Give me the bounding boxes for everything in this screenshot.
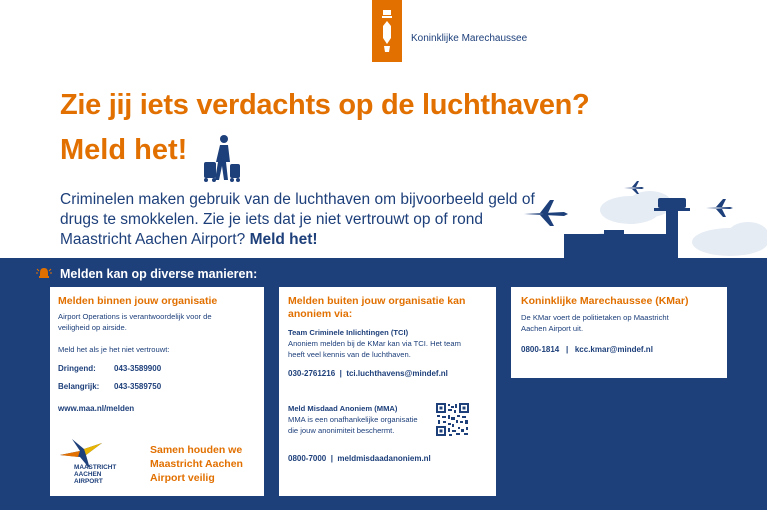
qr-code-icon[interactable] [436,403,469,436]
intro-cta: Meld het! [249,231,318,248]
urgent-label: Dringend: [58,364,96,373]
traveler-luggage-icon [196,134,244,186]
card2-title: Melden buiten jouw organisatie kan anoniem via: [288,295,466,320]
mma-web[interactable]: meldmisdaadanoniem.nl [337,454,431,463]
intro-text [60,190,550,250]
tci-title: Team Criminele Inlichtingen (TCI) [288,328,409,337]
card-internal-report [50,287,264,496]
tci-separator: | [339,369,342,378]
mma-separator: | [330,454,333,463]
svg-text:AIRPORT: AIRPORT [74,478,103,485]
alarm-bell-icon [36,266,52,280]
card1-prompt: Meld het als je het niet vertrouwt: [58,345,170,354]
kmar-email[interactable]: kcc.kmar@mindef.nl [574,345,653,354]
tci-desc: Anoniem melden bij de KMar kan via TCI. Het team heeft veel kennis van de luchthaven. [288,339,461,359]
intro-body: Criminelen maken gebruik van de luchthaven om bijvoorbeeld geld of drugs te smokkelen. Zie je iets dat je niet vertrouwt op of rond Maastricht Aachen Airport? [60,191,535,248]
card1-desc: Airport Operations is verantwoordelijk voor de veiligheid op airside. [58,312,212,332]
card-anonymous-report [279,287,496,496]
brand-name: Koninklijke Marechaussee [411,33,528,44]
maastricht-aachen-airport-logo [56,435,120,487]
card3-title: Koninklijke Marechaussee (KMar) [521,295,689,307]
urgent-phone[interactable]: 043-3589900 [114,364,162,373]
card3-desc: De KMar voert de politietaken op Maastricht Aachen Airport uit. [521,313,669,333]
mma-desc: MMA is een onafhankelijke organisatie die jouw anonimiteit beschermt. [288,415,418,435]
headline-line1: Zie jij iets verdachts op de luchthaven? [60,89,590,121]
kmar-phone[interactable]: 0800-1814 [521,345,560,354]
mma-title: Meld Misdaad Anoniem (MMA) [288,404,398,413]
maa-report-link[interactable]: www.maa.nl/melden [58,404,135,413]
crown-emblem-icon [380,8,394,54]
svg-text:AACHEN: AACHEN [74,471,102,478]
airport-skyline-icon [520,170,767,262]
kmar-contact [521,345,653,354]
tci-email[interactable]: tci.luchthavens@mindef.nl [346,369,448,378]
mma-phone[interactable]: 0800-7000 [288,454,327,463]
kmar-separator: | [565,345,569,354]
card1-tagline: Samen houden we Maastricht Aachen Airport veilig [150,444,243,484]
important-phone[interactable]: 043-3589750 [114,382,162,391]
mma-contact [288,454,431,463]
headline-line2: Meld het! [60,134,188,166]
svg-text:MAASTRICHT: MAASTRICHT [74,464,117,471]
card1-title: Melden binnen jouw organisatie [58,295,218,307]
tci-contact [288,369,448,378]
card-kmar [511,287,727,378]
section-title: Melden kan op diverse manieren: [60,267,258,281]
important-label: Belangrijk: [58,382,100,391]
tci-phone[interactable]: 030-2761216 [288,369,336,378]
